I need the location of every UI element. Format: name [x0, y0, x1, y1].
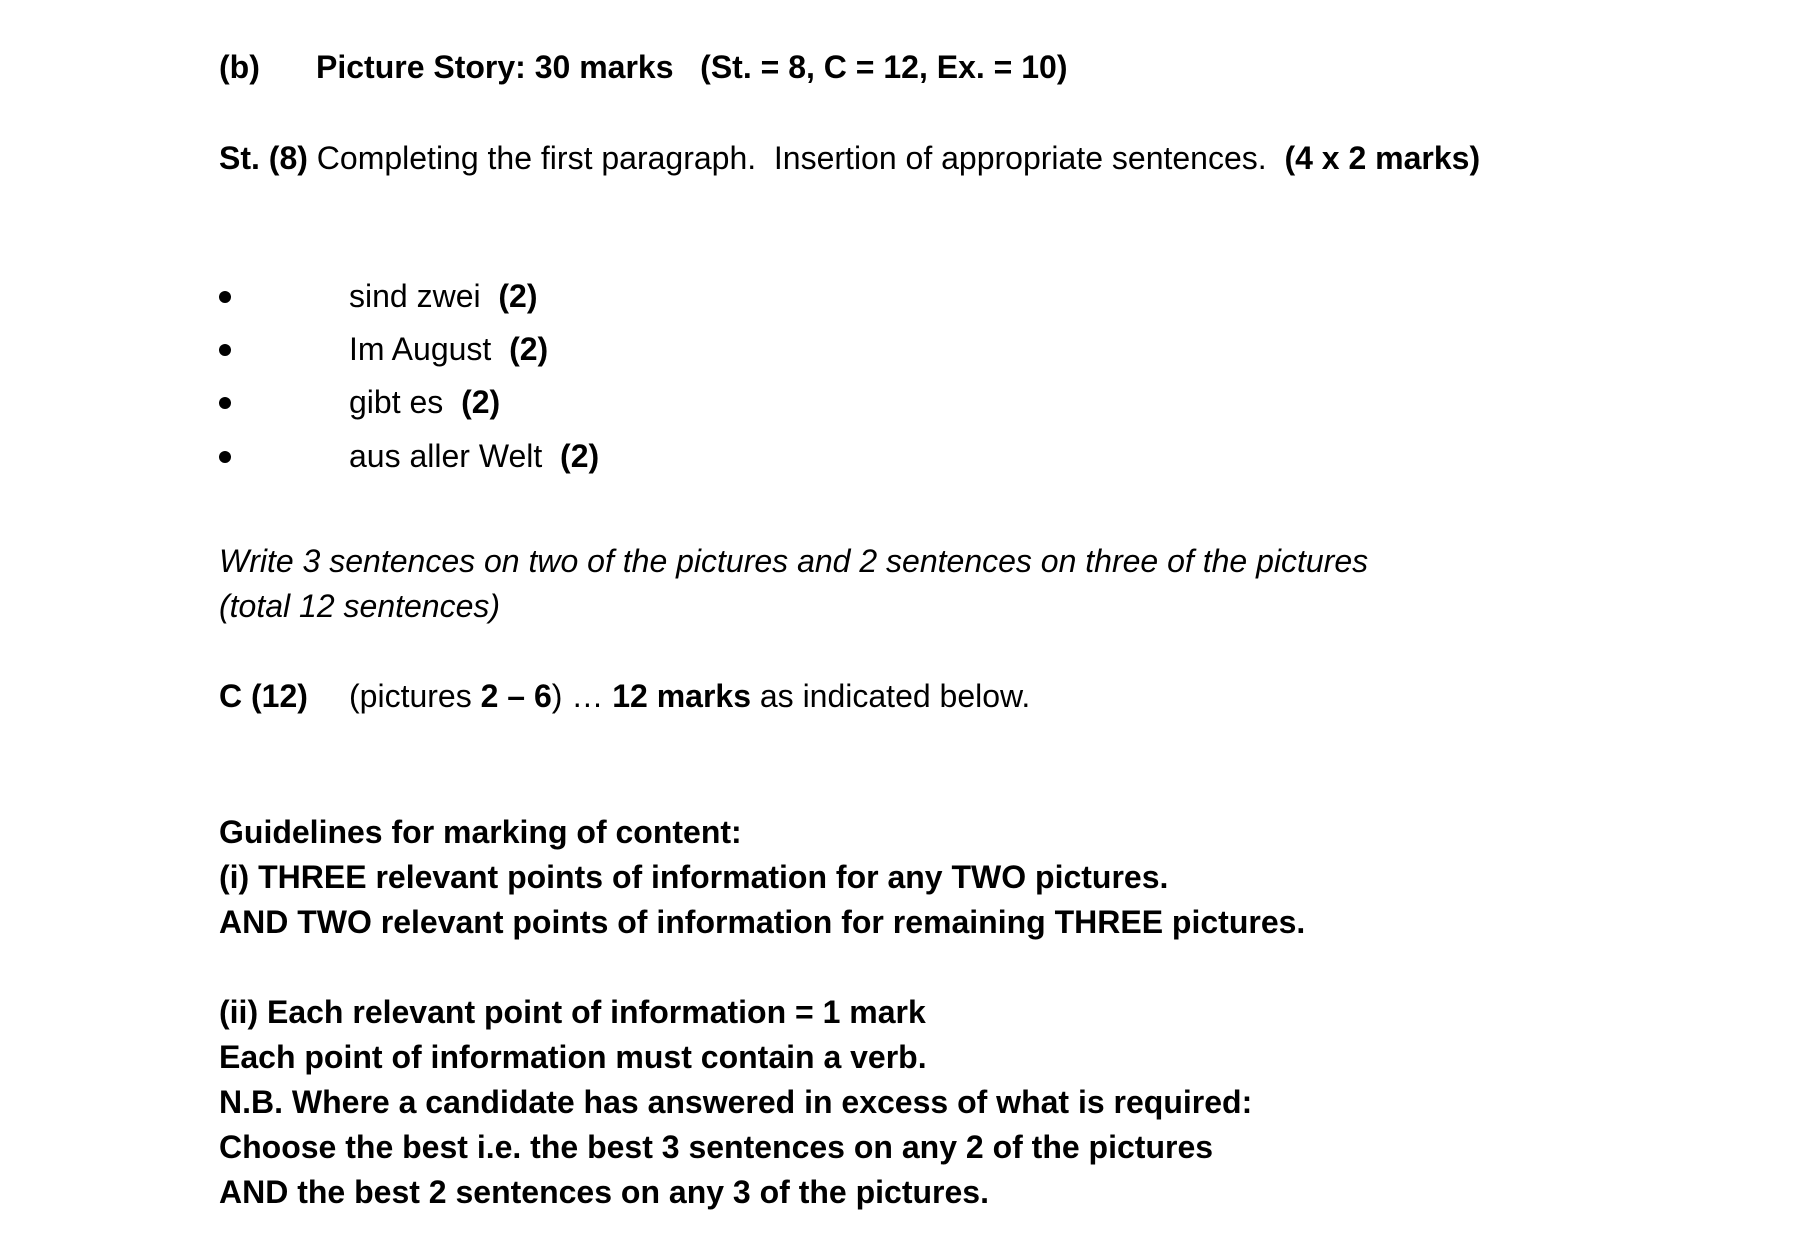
c-text-3: as indicated below. [750, 678, 1031, 714]
guideline-i-line-1: (i) THREE relevant points of information for any TWO pictures. [219, 859, 1169, 895]
bullet-marks: (2) [509, 331, 549, 367]
c-label: C (12) [219, 678, 308, 714]
guideline-i-line-2: AND TWO relevant points of information for remaining THREE pictures. [219, 904, 1306, 940]
st-instruction [219, 138, 1480, 178]
guideline-nb-line: N.B. Where a candidate has answered in excess of what is required: [219, 1084, 1253, 1120]
marking-scheme-page [219, 0, 1779, 1258]
guideline-choose-line-2: AND the best 2 sentences on any 3 of the pictures. [219, 1174, 989, 1210]
bullet-icon [219, 397, 231, 409]
bullet-icon [219, 451, 231, 463]
bullet-text: sind zwei [349, 278, 499, 314]
bullet-text: Im August [349, 331, 510, 367]
st-marks: (4 x 2 marks) [1284, 140, 1481, 176]
c-range: 2 – 6 [480, 678, 552, 714]
instruction-line-2: (total 12 sentences) [219, 588, 501, 624]
bullet-text: aus aller Welt [349, 438, 561, 474]
bullet-icon [219, 344, 231, 356]
bullet-text: gibt es [349, 384, 462, 420]
c-marks: 12 marks [612, 678, 751, 714]
bullet-marks: (2) [461, 384, 501, 420]
marks-breakdown: (St. = 8, C = 12, Ex. = 10) [700, 49, 1068, 85]
c-text-2: ) … [551, 678, 613, 714]
guideline-choose-line-1: Choose the best i.e. the best 3 sentences on any 2 of the pictures [219, 1129, 1214, 1165]
bullet-marks: (2) [498, 278, 538, 314]
st-label: St. (8) [219, 140, 308, 176]
st-text: Completing the first paragraph. Insertion of appropriate sentences. [307, 140, 1285, 176]
section-title: Picture Story: 30 marks [316, 49, 674, 85]
c-instruction [219, 676, 1030, 716]
bullet-marks: (2) [560, 438, 600, 474]
section-heading [219, 47, 1067, 87]
guideline-ii-line-1: (ii) Each relevant point of information = 1 mark [219, 994, 926, 1030]
c-text-1: (pictures [349, 678, 481, 714]
guidelines-title: Guidelines for marking of content: [219, 814, 742, 850]
bullet-icon [219, 291, 231, 303]
instruction-line-1: Write 3 sentences on two of the pictures and 2 sentences on three of the pictures [219, 543, 1369, 579]
section-label: (b) [219, 49, 260, 85]
guideline-ii-line-2: Each point of information must contain a verb. [219, 1039, 927, 1075]
